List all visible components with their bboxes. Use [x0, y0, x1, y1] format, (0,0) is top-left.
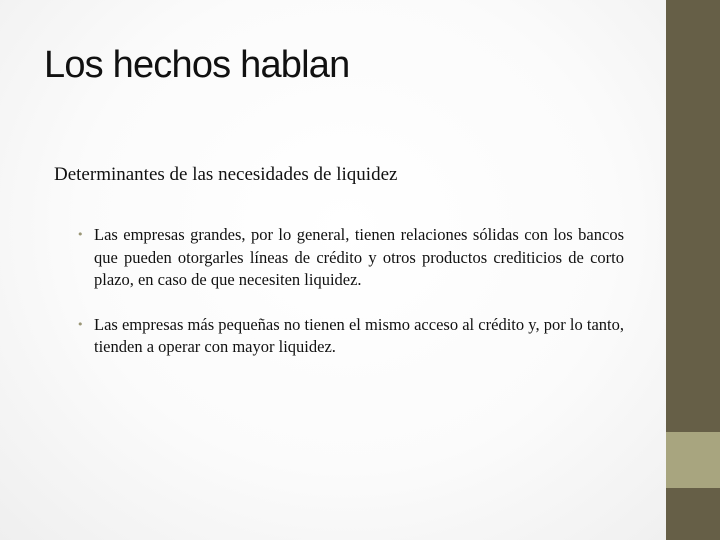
slide-title: Los hechos hablan — [44, 44, 350, 86]
bullet-icon: • — [77, 317, 84, 331]
bullet-item — [76, 224, 624, 292]
accent-bar-dark — [666, 0, 720, 432]
accent-bar-dark-bottom — [666, 488, 720, 540]
accent-bar-light — [666, 432, 720, 488]
bullet-list — [76, 224, 624, 359]
bullet-item — [76, 314, 624, 359]
bullet-text: Las empresas más pequeñas no tienen el mismo acceso al crédito y, por lo tanto, tienden a operar con mayor liquidez. — [94, 314, 624, 356]
bullet-icon: • — [77, 228, 84, 241]
bullet-text: Las empresas grandes, por lo general, tienen relaciones sólidas con los bancos que pueden otorgarles líneas de crédito y otros productos crediticios de corto plazo, en caso de que necesiten liquidez. — [94, 225, 624, 289]
slide-subtitle: Determinantes de las necesidades de liquidez — [54, 164, 398, 185]
